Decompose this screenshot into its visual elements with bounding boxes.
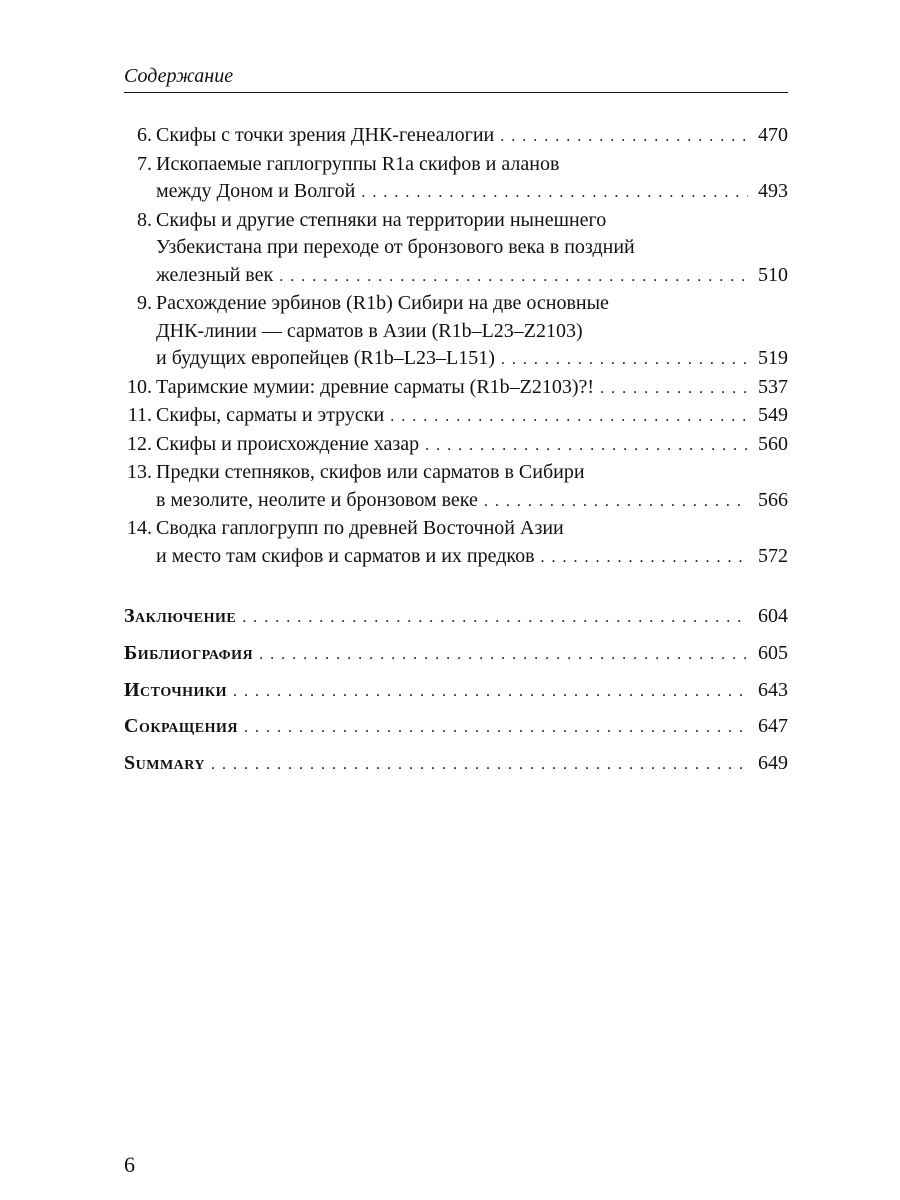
toc-entry[interactable] — [124, 151, 788, 207]
dot-leader — [500, 123, 748, 151]
toc-entry[interactable] — [124, 122, 788, 151]
toc-entry[interactable] — [124, 459, 788, 515]
entry-title-continued: ДНК-линии — сарматов в Азии (R1b–L23–Z2103) — [156, 319, 583, 342]
entry-page: 549 — [758, 404, 788, 426]
dot-leader — [425, 432, 748, 460]
entry-title: Сводка гаплогрупп по древней Восточной Азии — [156, 517, 564, 539]
entry-page: 537 — [758, 375, 788, 398]
entry-title: Скифы с точки зрения ДНК-генеалогии — [156, 124, 495, 146]
dot-leader — [244, 710, 748, 746]
dot-leader — [211, 747, 748, 783]
major-entry-title: Библиография — [124, 641, 254, 664]
entry-number: 10. — [127, 375, 152, 398]
entry-title: Ископаемые гаплогруппы R1a скифов и аланов — [156, 152, 560, 175]
toc-major-entry-summary[interactable] — [124, 746, 788, 783]
entry-number: 6. — [137, 124, 152, 146]
dot-leader — [541, 544, 748, 572]
dot-leader — [361, 179, 748, 207]
major-entry-page: 605 — [758, 641, 788, 664]
major-entry-title: Сокращения — [124, 715, 238, 738]
toc-major-entry-abbreviations[interactable] — [124, 709, 788, 746]
major-entry-title: Источники — [124, 678, 227, 701]
section-gap — [124, 571, 788, 599]
dot-leader — [600, 375, 748, 403]
dot-leader — [484, 488, 748, 516]
entry-title-continued: между Доном и Волгой — [156, 180, 356, 202]
entry-number: 13. — [127, 461, 152, 483]
dot-leader — [390, 403, 748, 431]
dot-leader — [259, 637, 748, 673]
entry-title: Предки степняков, скифов или сарматов в Сибири — [156, 461, 585, 483]
dot-leader — [242, 600, 748, 636]
entry-number: 14. — [127, 517, 152, 539]
entry-page: 572 — [758, 544, 788, 567]
entry-title: Скифы и другие степняки на территории нынешнего — [156, 208, 607, 231]
entry-page: 566 — [758, 488, 788, 511]
major-entry-title: Summary — [124, 752, 205, 775]
entry-title-continued: и место там скифов и сарматов и их предков — [156, 544, 535, 567]
major-entry-title: Заключение — [124, 605, 237, 627]
toc-entry[interactable] — [124, 207, 788, 291]
entry-page: 519 — [758, 347, 788, 369]
major-entry-page: 604 — [758, 605, 788, 627]
toc-entry[interactable] — [124, 402, 788, 431]
running-head-title: Содержание — [124, 65, 234, 87]
entry-title-continued: в мезолите, неолите и бронзовом веке — [156, 488, 478, 511]
entry-title-continued: Узбекистана при переходе от бронзового века в поздний — [156, 236, 635, 258]
entry-title: Скифы, сарматы и этруски — [156, 404, 385, 426]
entry-number: 12. — [127, 432, 152, 455]
entry-page: 470 — [758, 124, 788, 146]
toc-entry[interactable] — [124, 290, 788, 374]
entry-number: 9. — [137, 292, 152, 314]
toc-entry[interactable] — [124, 374, 788, 403]
entry-title-continued: и будущих европейцев (R1b–L23–L151) — [156, 347, 495, 369]
major-entry-page: 643 — [758, 678, 788, 701]
major-entry-page: 647 — [758, 715, 788, 738]
table-of-contents — [124, 122, 788, 783]
entry-title-continued: железный век — [156, 263, 274, 286]
dot-leader — [279, 263, 748, 291]
entry-page: 493 — [758, 180, 788, 202]
dot-leader — [233, 674, 748, 710]
entry-page: 560 — [758, 432, 788, 455]
running-head — [124, 64, 788, 93]
toc-entry[interactable] — [124, 431, 788, 460]
toc-entry[interactable] — [124, 515, 788, 571]
entry-title: Расхождение эрбинов (R1b) Сибири на две основные — [156, 292, 609, 314]
entry-number: 11. — [127, 404, 152, 426]
toc-major-entry-sources[interactable] — [124, 673, 788, 710]
toc-major-entry-bibliography[interactable] — [124, 636, 788, 673]
page-number: 6 — [124, 1152, 135, 1177]
entry-title: Скифы и происхождение хазар — [156, 432, 420, 455]
toc-major-entry-conclusion[interactable] — [124, 599, 788, 636]
dot-leader — [501, 346, 748, 374]
major-entry-page: 649 — [758, 752, 788, 775]
entry-number: 8. — [137, 208, 152, 231]
entry-number: 7. — [137, 152, 152, 175]
entry-page: 510 — [758, 263, 788, 286]
entry-title: Таримские мумии: древние сарматы (R1b–Z2103)?! — [156, 375, 595, 398]
